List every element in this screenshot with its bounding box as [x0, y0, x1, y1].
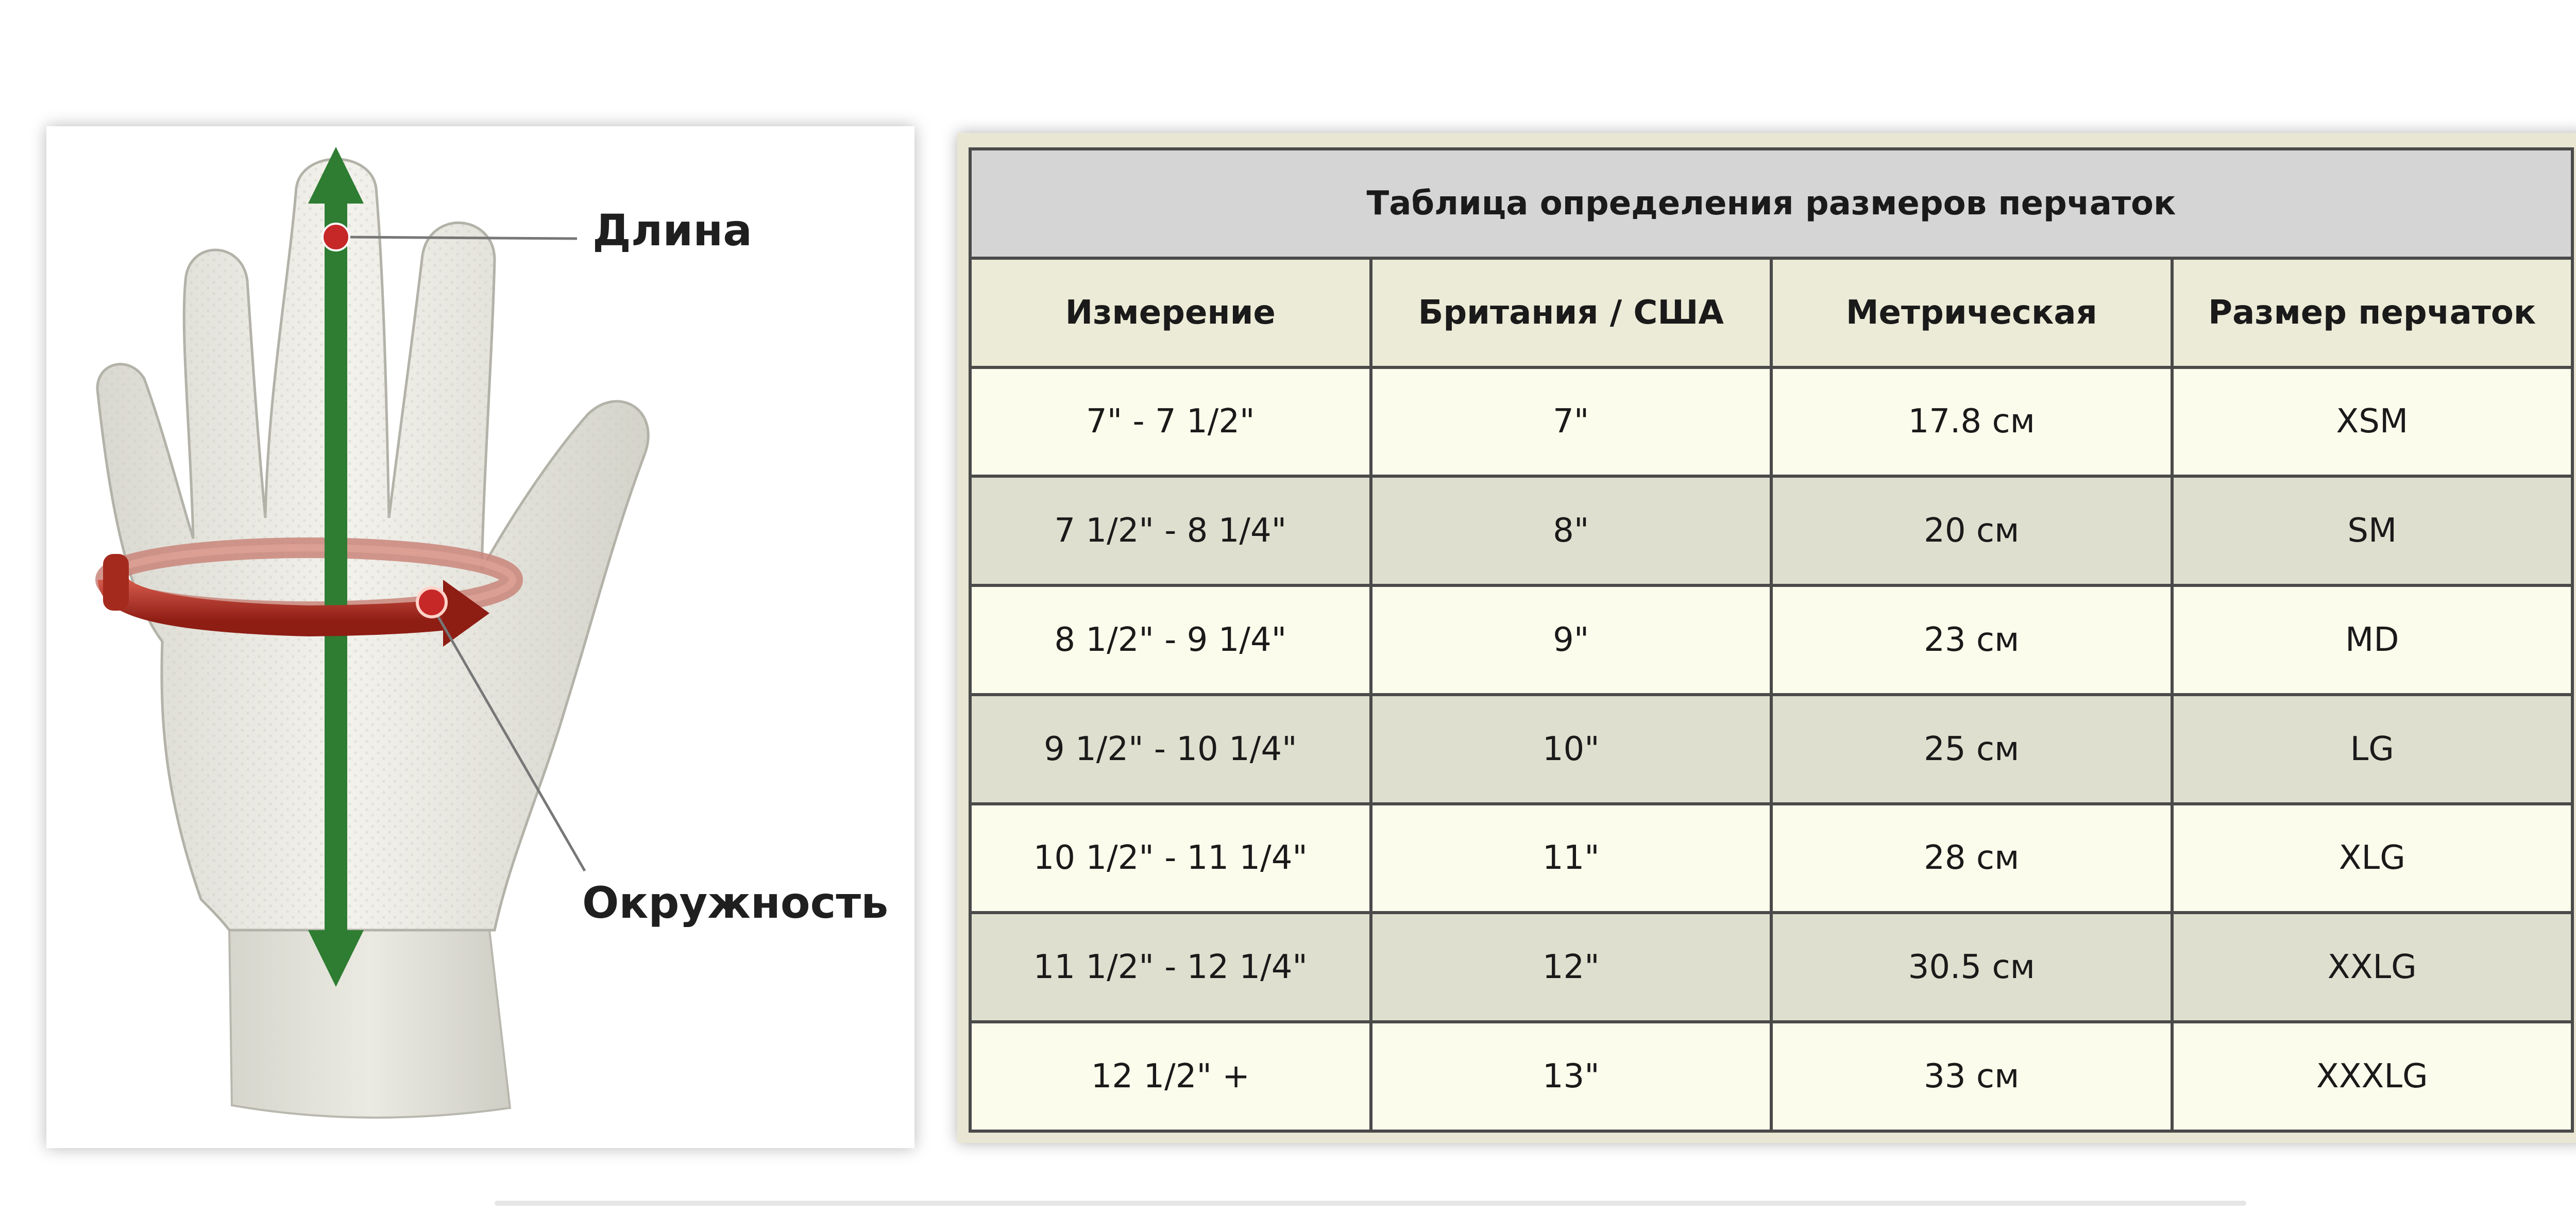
- table-row: [972, 696, 2571, 802]
- cell-metric: 33 см: [1773, 1023, 2171, 1130]
- table-title-row: [972, 150, 2571, 257]
- column-header-measurement: Измерение: [972, 260, 1369, 366]
- cell-glove-size: MD: [2174, 587, 2571, 693]
- cell-measurement: 7 1/2" - 8 1/4": [972, 478, 1369, 584]
- cell-measurement: 7" - 7 1/2": [972, 369, 1369, 475]
- column-header-glove-size: Размер перчаток: [2174, 260, 2571, 366]
- column-header-uk-us: Британия / США: [1372, 260, 1770, 366]
- table-row: [972, 805, 2571, 912]
- table-title: Таблица определения размеров перчаток: [972, 150, 2571, 257]
- cell-glove-size: XXLG: [2174, 914, 2571, 1020]
- cell-uk-us: 9": [1372, 587, 1770, 693]
- divider: [495, 1201, 2246, 1206]
- cell-uk-us: 13": [1372, 1023, 1770, 1130]
- cell-glove-size: LG: [2174, 696, 2571, 802]
- table-row: [972, 587, 2571, 693]
- glove-illustration: [46, 126, 914, 1148]
- cell-metric: 25 см: [1773, 696, 2171, 802]
- cell-measurement: 8 1/2" - 9 1/4": [972, 587, 1369, 693]
- cell-metric: 30.5 см: [1773, 914, 2171, 1020]
- cell-uk-us: 8": [1372, 478, 1770, 584]
- cell-glove-size: XLG: [2174, 805, 2571, 912]
- cell-uk-us: 11": [1372, 805, 1770, 912]
- glove-drawing: [46, 126, 914, 1148]
- cell-uk-us: 12": [1372, 914, 1770, 1020]
- cell-measurement: 11 1/2" - 12 1/4": [972, 914, 1369, 1020]
- girth-label: Окружность: [582, 878, 889, 928]
- table-row: [972, 478, 2571, 584]
- cell-glove-size: SM: [2174, 478, 2571, 584]
- cell-measurement: 12 1/2" +: [972, 1023, 1369, 1130]
- table-row: [972, 914, 2571, 1020]
- column-header-metric: Метрическая: [1773, 260, 2171, 366]
- cell-glove-size: XXXLG: [2174, 1023, 2571, 1130]
- cell-measurement: 9 1/2" - 10 1/4": [972, 696, 1369, 802]
- table-row: [972, 369, 2571, 475]
- size-table: [969, 147, 2574, 1133]
- glove-shape: [97, 159, 648, 1118]
- length-label: Длина: [592, 205, 752, 256]
- cell-metric: 17.8 см: [1773, 369, 2171, 475]
- table-header-row: [972, 260, 2571, 366]
- cell-measurement: 10 1/2" - 11 1/4": [972, 805, 1369, 912]
- cell-uk-us: 7": [1372, 369, 1770, 475]
- cell-metric: 23 см: [1773, 587, 2171, 693]
- cell-metric: 20 см: [1773, 478, 2171, 584]
- size-table-card: [957, 133, 2576, 1143]
- cell-uk-us: 10": [1372, 696, 1770, 802]
- cell-glove-size: XSM: [2174, 369, 2571, 475]
- table-row: [972, 1023, 2571, 1130]
- cell-metric: 28 см: [1773, 805, 2171, 912]
